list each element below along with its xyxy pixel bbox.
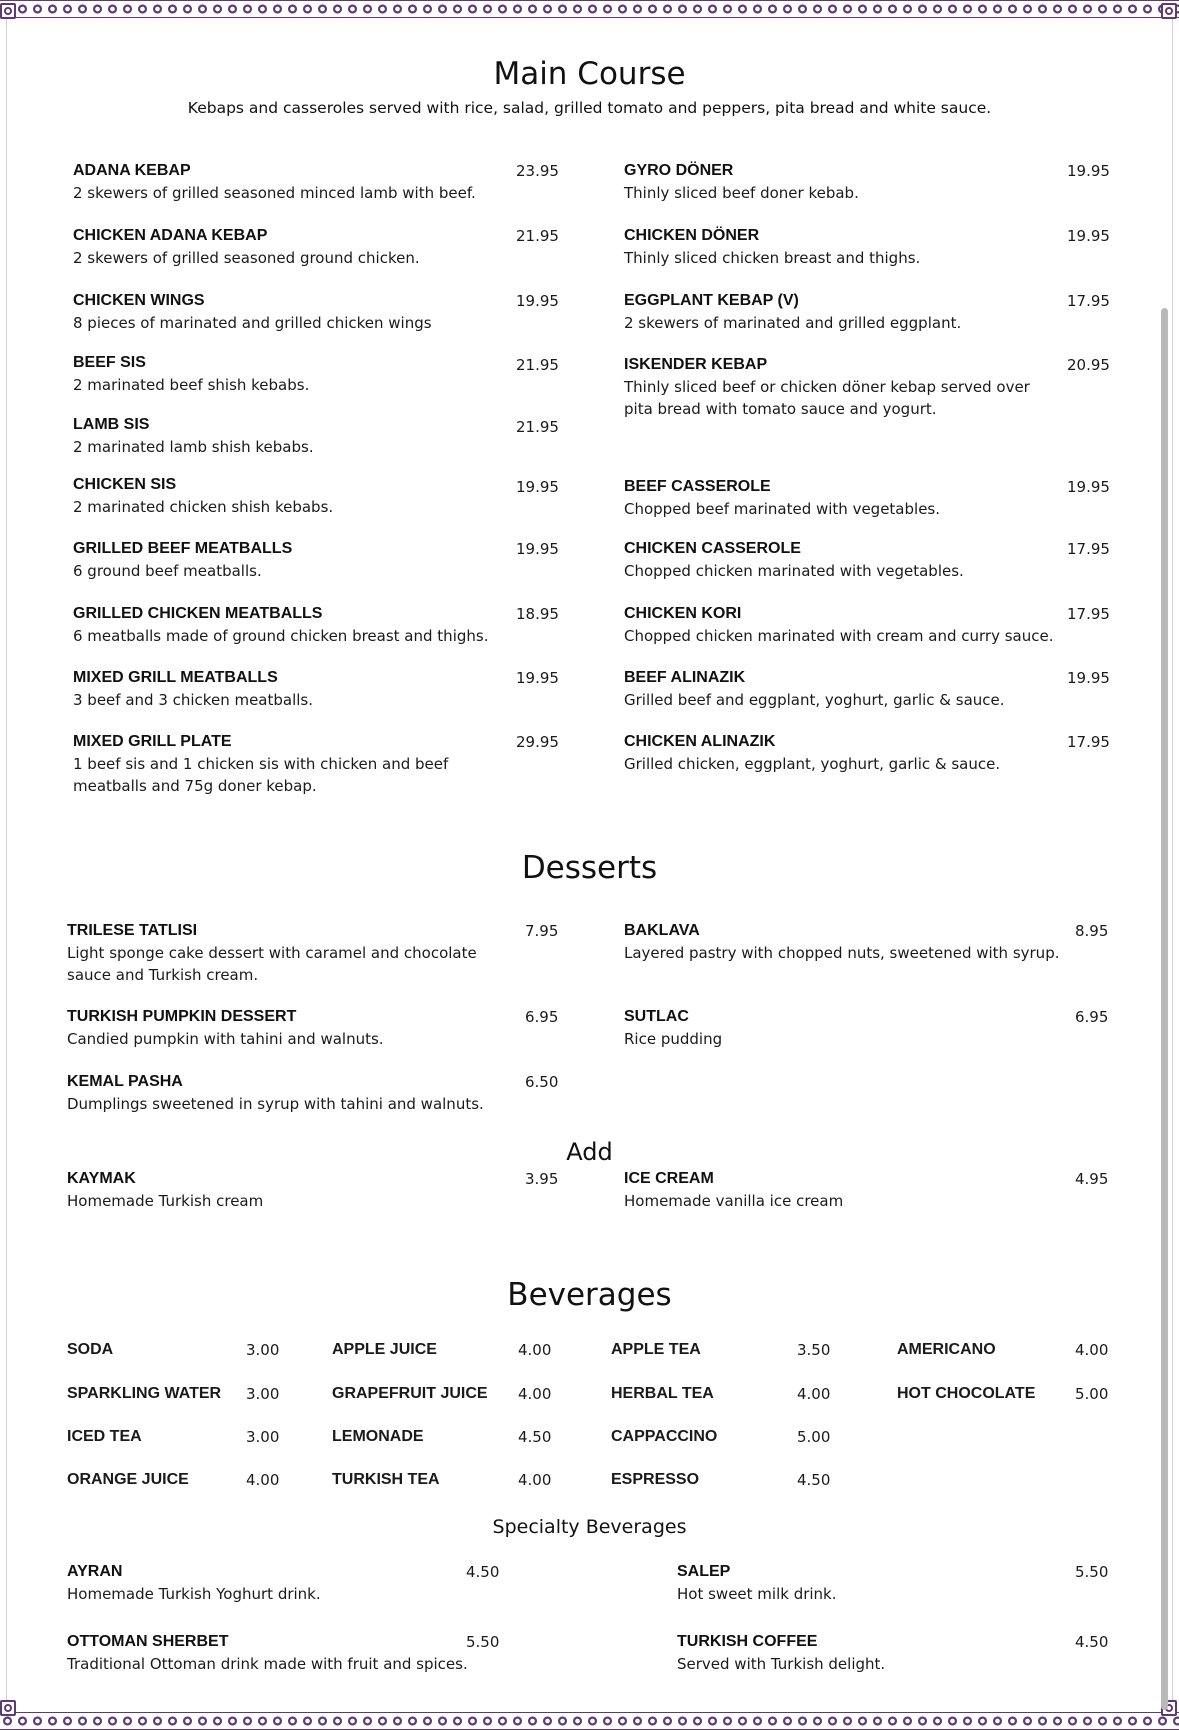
main-course-title: Main Course	[493, 56, 686, 92]
item-price: 4.50	[466, 1563, 500, 1581]
item-price: 20.95	[1067, 356, 1110, 374]
item-name: CHICKEN ADANA KEBAP	[73, 227, 268, 244]
menu-item	[67, 920, 487, 986]
menu-item	[624, 538, 1054, 582]
menu-item	[624, 1168, 1054, 1212]
item-desc: Chopped chicken marinated with vegetables.	[624, 562, 964, 580]
item-desc: 2 marinated lamb shish kebabs.	[73, 438, 314, 456]
beverage-price: 5.00	[797, 1428, 831, 1446]
item-price: 6.95	[525, 1008, 559, 1026]
item-desc: 2 skewers of grilled seasoned ground chicken.	[73, 249, 420, 267]
menu-item	[73, 731, 473, 797]
item-name: CHICKEN DÖNER	[624, 227, 760, 244]
menu-item	[624, 920, 1084, 964]
menu-item	[67, 1168, 497, 1212]
beverage-name: SODA	[67, 1341, 114, 1358]
beverage-name: HERBAL TEA	[611, 1385, 714, 1402]
item-name: CHICKEN WINGS	[73, 292, 205, 309]
beverage-name: ORANGE JUICE	[67, 1471, 189, 1488]
item-price: 21.95	[516, 418, 559, 436]
beverage-price: 4.00	[518, 1471, 552, 1489]
item-desc: Layered pastry with chopped nuts, sweetened with syrup.	[624, 944, 1060, 962]
item-price: 3.95	[525, 1170, 559, 1188]
item-price: 17.95	[1067, 540, 1110, 558]
item-price: 6.95	[1075, 1008, 1109, 1026]
menu-item	[67, 1071, 497, 1115]
item-desc: Traditional Ottoman drink made with fruit and spices.	[67, 1655, 468, 1673]
beverage-name: APPLE TEA	[611, 1341, 701, 1358]
item-desc: 1 beef sis and 1 chicken sis with chicken and beef meatballs and 75g doner kebap.	[73, 755, 449, 795]
item-desc: 6 ground beef meatballs.	[73, 562, 262, 580]
item-name: CHICKEN CASSEROLE	[624, 540, 801, 557]
menu-item	[73, 414, 493, 458]
menu-item	[624, 476, 1054, 520]
item-desc: Thinly sliced beef or chicken döner kebap served over pita bread with tomato sauce and yogurt.	[624, 378, 1030, 418]
item-name: KAYMAK	[67, 1170, 136, 1187]
beverage-name: ICED TEA	[67, 1428, 142, 1445]
item-name: CHICKEN ALINAZIK	[624, 733, 776, 750]
item-name: BAKLAVA	[624, 922, 700, 939]
menu-item	[624, 225, 1054, 269]
main-course-subtitle: Kebaps and casseroles served with rice, salad, grilled tomato and peppers, pita bread and white sauce.	[187, 99, 992, 117]
beverage-price: 4.00	[1075, 1341, 1109, 1359]
item-desc: Rice pudding	[624, 1030, 723, 1048]
item-name: ICE CREAM	[624, 1170, 714, 1187]
beverage-name: SPARKLING WATER	[67, 1385, 222, 1402]
item-desc: Homemade vanilla ice cream	[624, 1192, 844, 1210]
item-price: 17.95	[1067, 733, 1110, 751]
item-price: 23.95	[516, 162, 559, 180]
menu-item	[677, 1561, 1057, 1605]
item-desc: Chopped chicken marinated with cream and curry sauce.	[624, 627, 1054, 645]
item-name: CHICKEN KORI	[624, 605, 742, 622]
beverage-name: ESPRESSO	[611, 1471, 700, 1488]
beverage-name: HOT CHOCOLATE	[897, 1385, 1036, 1402]
item-price: 19.95	[516, 478, 559, 496]
item-price: 19.95	[516, 669, 559, 687]
corner-ornament	[0, 1700, 16, 1716]
item-name: TURKISH PUMPKIN DESSERT	[67, 1008, 297, 1025]
item-price: 5.50	[1075, 1563, 1109, 1581]
menu-item	[677, 1631, 1057, 1675]
menu-item	[624, 603, 1054, 647]
item-price: 17.95	[1067, 292, 1110, 310]
item-desc: Served with Turkish delight.	[677, 1655, 886, 1673]
item-price: 19.95	[1067, 478, 1110, 496]
item-name: EGGPLANT KEBAP (V)	[624, 292, 799, 309]
item-price: 19.95	[1067, 669, 1110, 687]
item-price: 21.95	[516, 356, 559, 374]
item-name: MIXED GRILL PLATE	[73, 733, 232, 750]
item-desc: 2 skewers of grilled seasoned minced lamb with beef.	[73, 184, 476, 202]
item-name: AYRAN	[67, 1563, 123, 1580]
beverage-price: 4.50	[797, 1471, 831, 1489]
beverage-name: LEMONADE	[332, 1428, 424, 1445]
item-name: KEMAL PASHA	[67, 1073, 183, 1090]
menu-item	[624, 290, 1054, 334]
item-price: 5.50	[466, 1633, 500, 1651]
item-desc: 8 pieces of marinated and grilled chicken wings	[73, 314, 432, 332]
item-name: TURKISH COFFEE	[677, 1633, 818, 1650]
menu-item	[67, 1561, 467, 1605]
menu-item	[73, 160, 493, 204]
beverage-price: 3.00	[246, 1341, 280, 1359]
item-desc: Homemade Turkish Yoghurt drink.	[67, 1585, 321, 1603]
item-desc: Candied pumpkin with tahini and walnuts.	[67, 1030, 384, 1048]
menu-item	[67, 1006, 497, 1050]
item-price: 29.95	[516, 733, 559, 751]
item-desc: 2 marinated beef shish kebabs.	[73, 376, 310, 394]
beverage-price: 4.00	[797, 1385, 831, 1403]
menu-item	[624, 354, 1044, 420]
beverages-title: Beverages	[507, 1277, 672, 1313]
border-top	[0, 0, 1179, 18]
item-name: SALEP	[677, 1563, 731, 1580]
menu-item	[624, 160, 1054, 204]
beverage-price: 3.50	[797, 1341, 831, 1359]
item-desc: Chopped beef marinated with vegetables.	[624, 500, 941, 518]
item-desc: Thinly sliced beef doner kebab.	[624, 184, 859, 202]
item-price: 4.50	[1075, 1633, 1109, 1651]
beverage-price: 4.00	[246, 1471, 280, 1489]
item-desc: Thinly sliced chicken breast and thighs.	[624, 249, 921, 267]
item-price: 19.95	[1067, 162, 1110, 180]
item-desc: 6 meatballs made of ground chicken breast and thighs.	[73, 627, 489, 645]
desserts-title: Desserts	[521, 850, 658, 886]
item-name: ADANA KEBAP	[73, 162, 191, 179]
beverage-price: 4.50	[518, 1428, 552, 1446]
item-price: 17.95	[1067, 605, 1110, 623]
scrollbar[interactable]	[1161, 308, 1168, 1710]
menu-item	[624, 731, 1054, 775]
beverage-name: TURKISH TEA	[332, 1471, 440, 1488]
item-name: GRILLED BEEF MEATBALLS	[73, 540, 293, 557]
item-name: GYRO DÖNER	[624, 162, 734, 179]
beverage-price: 3.00	[246, 1428, 280, 1446]
item-name: BEEF CASSEROLE	[624, 478, 771, 495]
border-bottom	[0, 1712, 1179, 1730]
menu-item	[73, 667, 493, 711]
beverage-price: 4.00	[518, 1385, 552, 1403]
beverage-price: 5.00	[1075, 1385, 1109, 1403]
item-desc: Hot sweet milk drink.	[677, 1585, 837, 1603]
add-title: Add	[566, 1138, 613, 1166]
item-desc: 2 skewers of marinated and grilled eggplant.	[624, 314, 962, 332]
item-name: CHICKEN SIS	[73, 476, 177, 493]
beverage-name: GRAPEFRUIT JUICE	[332, 1385, 488, 1402]
specialty-beverages-title: Specialty Beverages	[492, 1516, 687, 1538]
menu-item	[73, 603, 493, 647]
menu-item	[624, 667, 1054, 711]
item-desc: 3 beef and 3 chicken meatballs.	[73, 691, 314, 709]
item-price: 19.95	[516, 540, 559, 558]
item-price: 7.95	[525, 922, 559, 940]
item-desc: Dumplings sweetened in syrup with tahini and walnuts.	[67, 1095, 484, 1113]
item-name: BEEF ALINAZIK	[624, 669, 746, 686]
item-desc: Homemade Turkish cream	[67, 1192, 264, 1210]
item-price: 19.95	[1067, 227, 1110, 245]
item-price: 6.50	[525, 1073, 559, 1091]
item-name: LAMB SIS	[73, 416, 150, 433]
item-name: OTTOMAN SHERBET	[67, 1633, 229, 1650]
item-price: 19.95	[516, 292, 559, 310]
beverage-name: CAPPACCINO	[611, 1428, 718, 1445]
menu-item	[73, 225, 493, 269]
menu-item	[73, 290, 493, 334]
item-price: 18.95	[516, 605, 559, 623]
item-desc: 2 marinated chicken shish kebabs.	[73, 498, 334, 516]
corner-ornament	[1161, 3, 1177, 19]
item-price: 21.95	[516, 227, 559, 245]
item-name: GRILLED CHICKEN MEATBALLS	[73, 605, 323, 622]
item-name: TRILESE TATLISI	[67, 922, 198, 939]
item-price: 8.95	[1075, 922, 1109, 940]
item-name: ISKENDER KEBAP	[624, 356, 768, 373]
menu-item	[73, 538, 493, 582]
beverage-name: AMERICANO	[897, 1341, 996, 1358]
item-price: 4.95	[1075, 1170, 1109, 1188]
beverage-price: 4.00	[518, 1341, 552, 1359]
corner-ornament	[0, 3, 16, 19]
item-desc: Light sponge cake dessert with caramel and chocolate sauce and Turkish cream.	[67, 944, 477, 984]
menu-item	[624, 1006, 1054, 1050]
item-name: SUTLAC	[624, 1008, 689, 1025]
item-name: BEEF SIS	[73, 354, 146, 371]
item-name: MIXED GRILL MEATBALLS	[73, 669, 278, 686]
menu-item	[67, 1631, 487, 1675]
beverage-price: 3.00	[246, 1385, 280, 1403]
item-desc: Grilled beef and eggplant, yoghurt, garlic & sauce.	[624, 691, 1005, 709]
menu-item	[73, 474, 493, 518]
beverage-name: APPLE JUICE	[332, 1341, 437, 1358]
menu-item	[73, 352, 493, 396]
item-desc: Grilled chicken, eggplant, yoghurt, garlic & sauce.	[624, 755, 1001, 773]
